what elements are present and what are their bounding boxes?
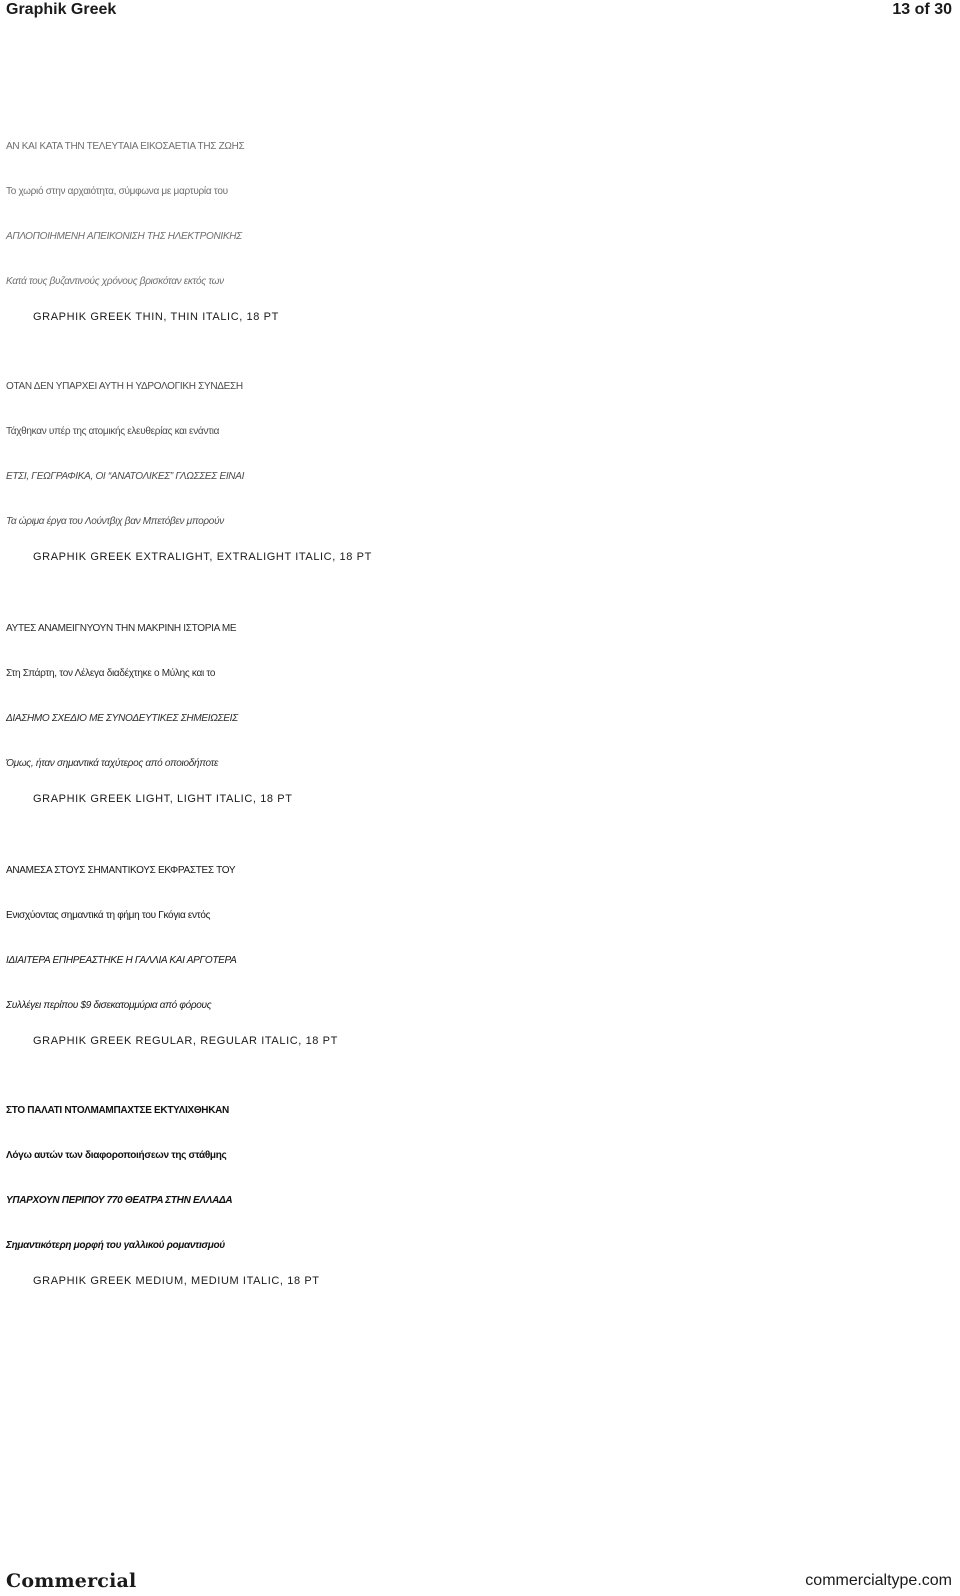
specimen-line-italic-caps: ΕΤΣΙ, ΓΕΩΓΡΑΦΙΚΑ, ΟΙ “ΑΝΑΤΟΛΙΚΕΣ” ΓΛΩΣΣΕΣ ΕΙΝΑΙ bbox=[6, 471, 245, 482]
specimen-medium bbox=[6, 1088, 954, 1288]
specimen-caption: GRAPHIK GREEK LIGHT, LIGHT ITALIC, 18 PT bbox=[33, 793, 293, 805]
specimen-line-italic-text: Όμως, ήταν σημαντικά ταχύτερος από οποιοδήποτε bbox=[6, 758, 219, 769]
specimen-light bbox=[6, 606, 954, 806]
specimen-line-upright-text: Ενισχύοντας σημαντικά τη φήμη του Γκόγια εντός bbox=[6, 910, 211, 921]
specimen-line-upright-caps: ΣΤΟ ΠΑΛΑΤΙ ΝΤΟΛΜΑΜΠΑΧΤΣΕ ΕΚΤΥΛΙΧΘΗΚΑΝ bbox=[6, 1105, 229, 1116]
website-link[interactable]: commercialtype.com bbox=[805, 1572, 952, 1589]
specimen-caption: GRAPHIK GREEK REGULAR, REGULAR ITALIC, 18 PT bbox=[33, 1035, 338, 1047]
specimen-line-upright-text: Στη Σπάρτη, τον Λέλεγα διαδέχτηκε ο Μύλης και το bbox=[6, 668, 216, 679]
page-header bbox=[0, 0, 960, 22]
specimen-caption: GRAPHIK GREEK THIN, THIN ITALIC, 18 PT bbox=[33, 311, 279, 323]
document-title: Graphik Greek bbox=[6, 1, 117, 18]
specimen-line-italic-caps: ΔΙΑΣΗΜΟ ΣΧΕΔΙΟ ΜΕ ΣΥΝΟΔΕΥΤΙΚΕΣ ΣΗΜΕΙΩΣΕΙΣ bbox=[6, 713, 238, 724]
page-number: 13 of 30 bbox=[892, 1, 952, 18]
specimen-line-italic-caps: ΥΠΑΡΧΟΥΝ ΠΕΡΙΠΟΥ 770 ΘΕΑΤΡΑ ΣΤΗΝ ΕΛΛΑΔΑ bbox=[6, 1195, 233, 1206]
specimen-regular bbox=[6, 848, 954, 1048]
specimen-line-upright-text: Το χωριό στην αρχαιότητα, σύμφωνα με μαρτυρία του bbox=[6, 186, 228, 197]
specimen-line-upright-caps: ΟΤΑΝ ΔΕΝ ΥΠΑΡΧΕΙ ΑΥΤΗ Η ΥΔΡΟΛΟΓΙΚΗ ΣΥΝΔΕΣΗ bbox=[6, 381, 243, 392]
specimen-line-upright-text: Λόγω αυτών των διαφοροποιήσεων της στάθμης bbox=[6, 1150, 227, 1161]
specimen-line-italic-text: Τα ώριμα έργα του Λούντβιχ βαν Μπετόβεν μπορούν bbox=[6, 516, 224, 527]
specimen-caption: GRAPHIK GREEK EXTRALIGHT, EXTRALIGHT ITALIC, 18 PT bbox=[33, 551, 372, 563]
specimen-line-italic-caps: ΙΔΙΑΙΤΕΡΑ ΕΠΗΡΕΑΣΤΗΚΕ Η ΓΑΛΛΙΑ ΚΑΙ ΑΡΓΟΤΕΡΑ bbox=[6, 955, 237, 966]
specimen-line-upright-caps: ΑΥΤΕΣ ΑΝΑΜΕΙΓΝΥΟΥΝ ΤΗΝ ΜΑΚΡΙΝΗ ΙΣΤΟΡΙΑ ΜΕ bbox=[6, 623, 237, 634]
specimen-line-italic-text: Σημαντικότερη μορφή του γαλλικού ρομαντισμού bbox=[6, 1240, 225, 1251]
specimen-line-italic-text: Κατά τους βυζαντινούς χρόνους βρισκόταν εκτός των bbox=[6, 276, 224, 287]
specimen-thin bbox=[6, 124, 954, 324]
specimen-line-upright-caps: ΑΝ ΚΑΙ ΚΑΤΑ ΤΗΝ ΤΕΛΕΥΤΑΙΑ ΕΙΚΟΣΑΕΤΙΑ ΤΗΣ ΖΩΗΣ bbox=[6, 141, 245, 152]
specimen-line-upright-text: Τάχθηκαν υπέρ της ατομικής ελευθερίας και ενάντια bbox=[6, 426, 220, 437]
page-footer bbox=[0, 1566, 960, 1596]
specimen-line-upright-caps: ΑΝΑΜΕΣΑ ΣΤΟΥΣ ΣΗΜΑΝΤΙΚΟΥΣ ΕΚΦΡΑΣΤΕΣ ΤΟΥ bbox=[6, 865, 236, 876]
specimen-line-italic-text: Συλλέγει περίπου $9 δισεκατομμύρια από φόρους bbox=[6, 1000, 212, 1011]
specimen-line-italic-caps: ΑΠΛΟΠΟΙΗΜΕΝΗ ΑΠΕΙΚΟΝΙΣΗ ΤΗΣ ΗΛΕΚΤΡΟΝΙΚΗΣ bbox=[6, 231, 242, 242]
foundry-logo: Commercial bbox=[6, 1570, 137, 1592]
specimen-caption: GRAPHIK GREEK MEDIUM, MEDIUM ITALIC, 18 PT bbox=[33, 1275, 320, 1287]
specimen-extralight bbox=[6, 364, 954, 564]
